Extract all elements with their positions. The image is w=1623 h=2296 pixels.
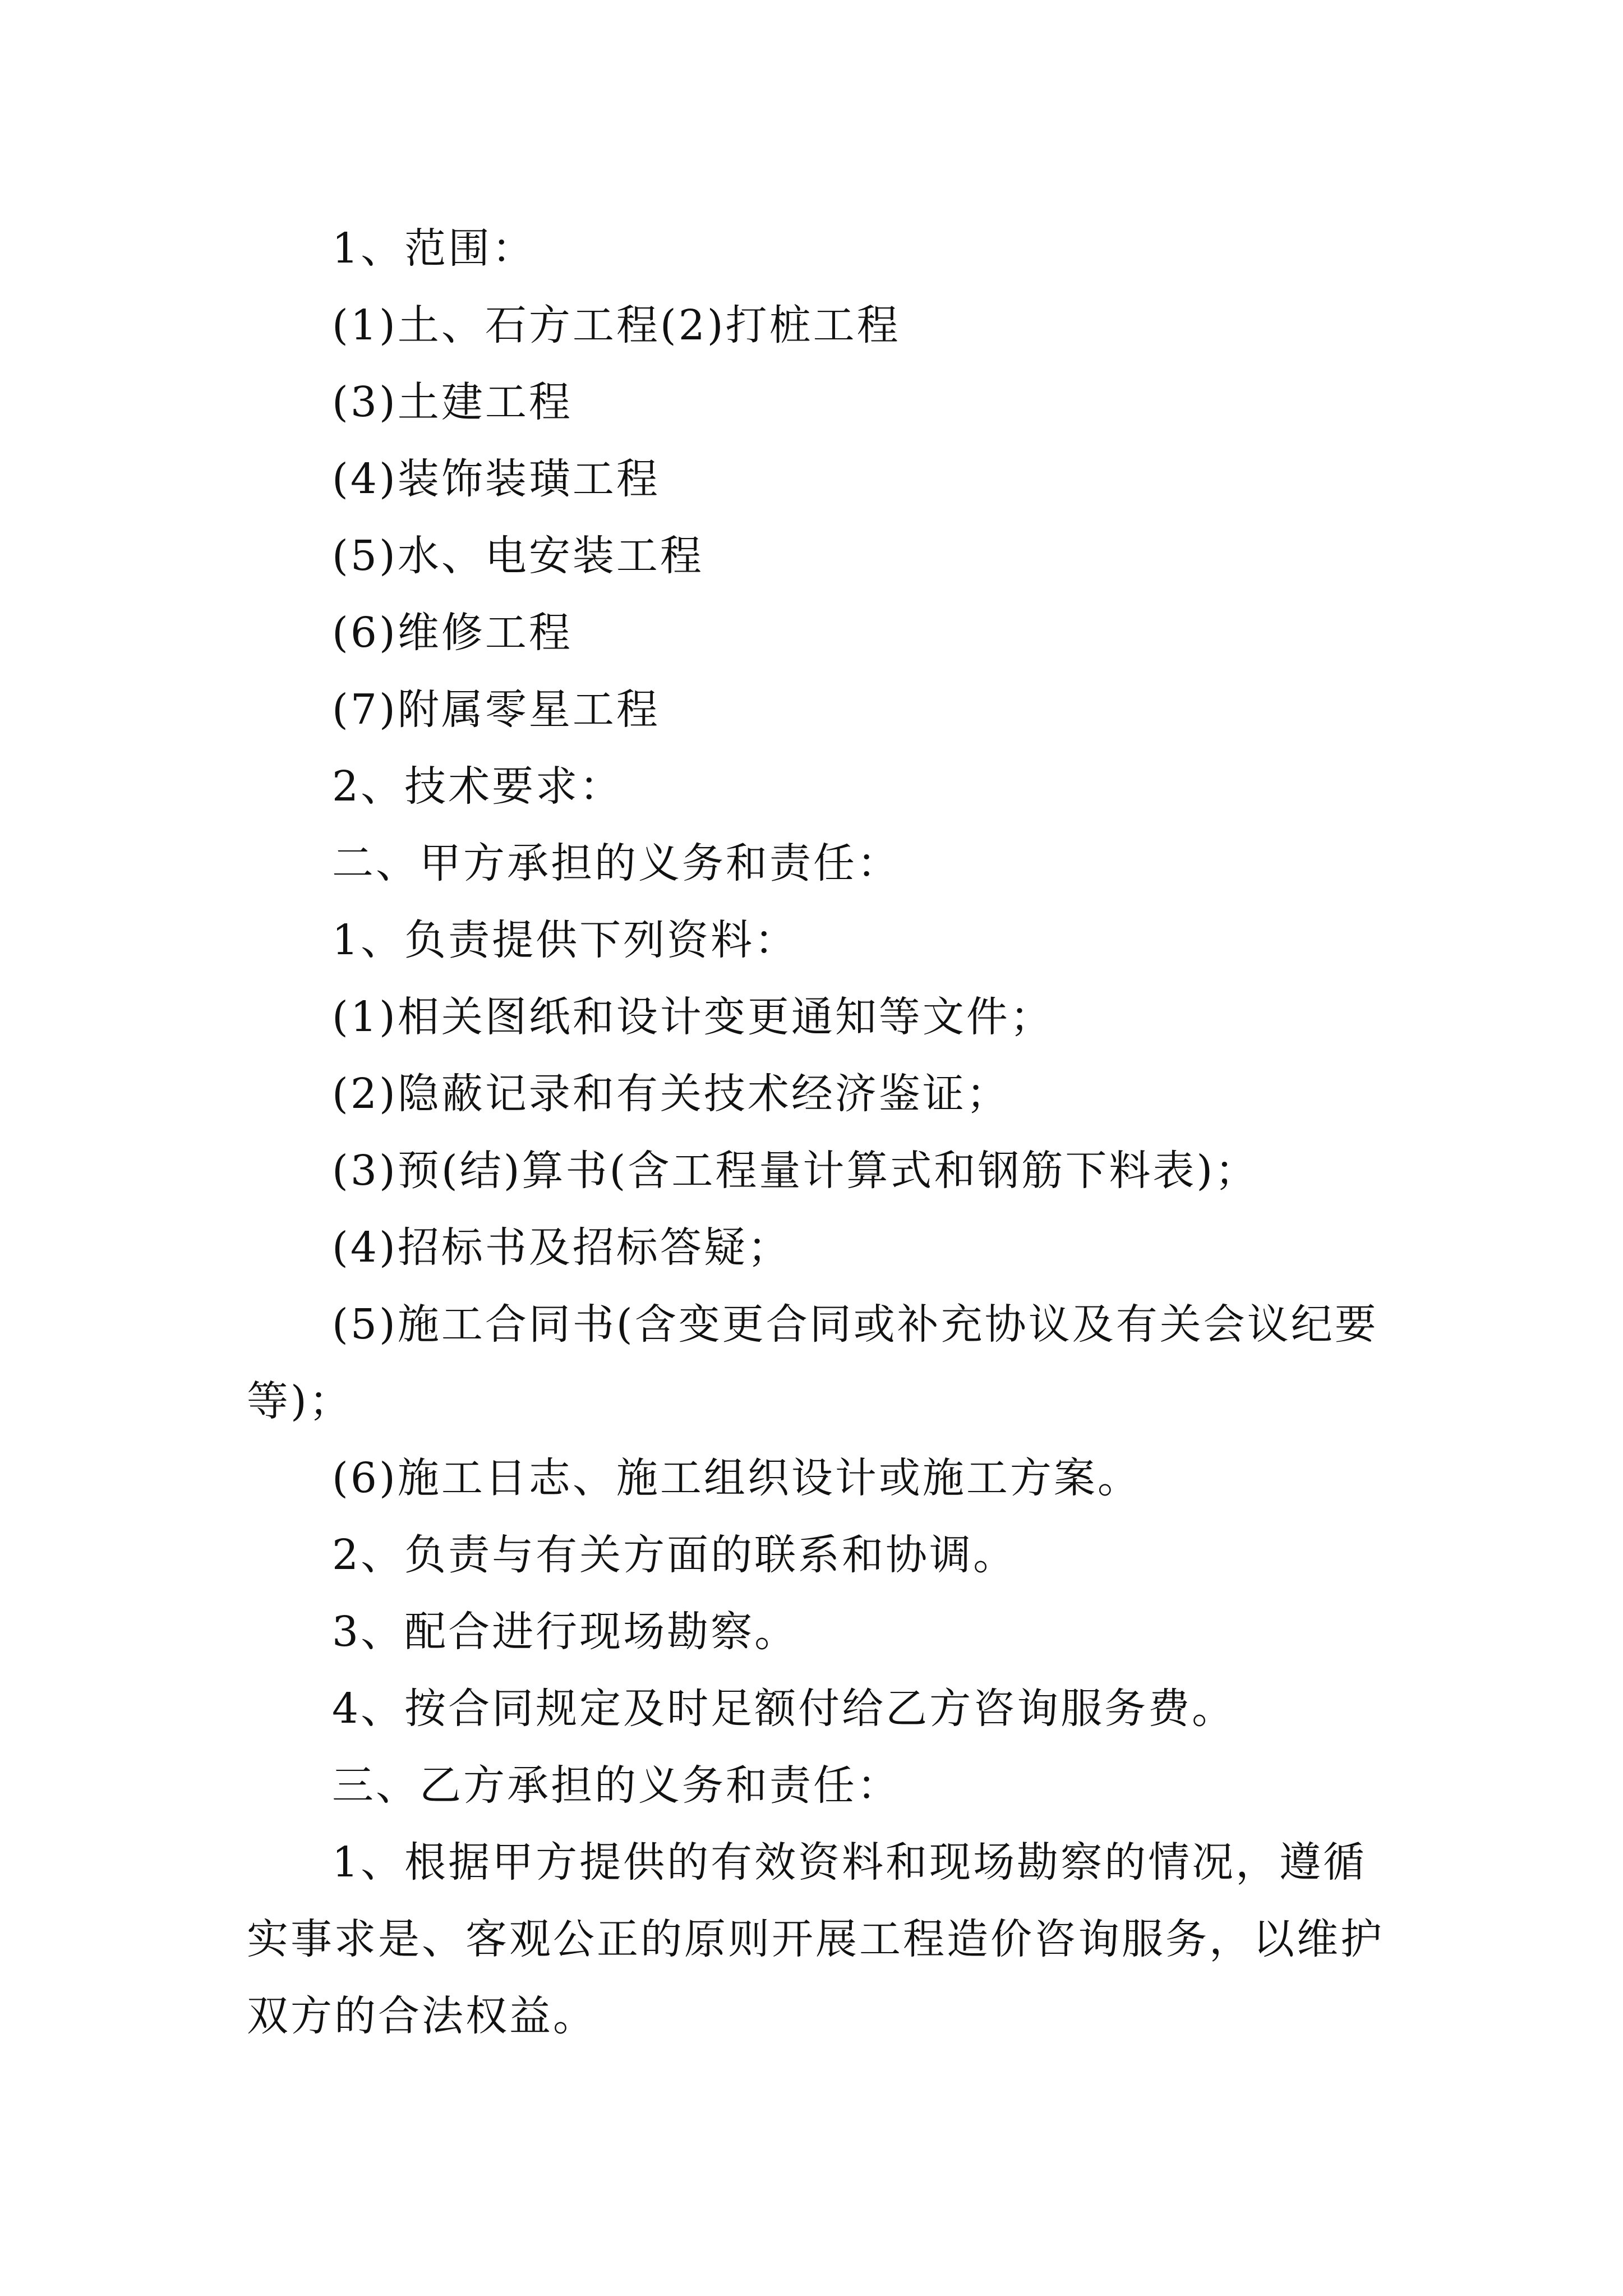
- paragraph-item: (5)水、电安装工程: [332, 532, 704, 580]
- paragraph-item: 4、按合同规定及时足额付给乙方咨询服务费。: [332, 1685, 1236, 1733]
- paragraph-item: (4)装饰装璜工程: [332, 455, 660, 503]
- paragraph-item: (5)施工合同书(含变更合同或补充协议及有关会议纪要等)；: [247, 1300, 1378, 1425]
- paragraph-item: (3)土建工程: [332, 378, 573, 426]
- paragraph-item: (2)隐蔽记录和有关技术经济鉴证；: [332, 1070, 1010, 1118]
- section-heading-party-a: 二、甲方承担的义务和责任：: [332, 839, 901, 887]
- section-heading-party-b: 三、乙方承担的义务和责任：: [332, 1761, 901, 1810]
- document-body: [247, 210, 1386, 2055]
- paragraph-item: (6)维修工程: [332, 609, 573, 657]
- paragraph-item: 3、配合进行现场勘察。: [332, 1608, 799, 1656]
- paragraph-item: (4)招标书及招标答疑；: [332, 1223, 791, 1272]
- paragraph-item: 2、负责与有关方面的联系和协调。: [332, 1531, 1017, 1579]
- paragraph-item: (1)相关图纸和设计变更通知等文件；: [332, 993, 1054, 1041]
- paragraph-item: 1、根据甲方提供的有效资料和现场勘察的情况，遵循实事求是、客观公正的原则开展工程造价咨询服务，以维护双方的合法权益。: [247, 1838, 1384, 2040]
- paragraph-scope-heading: 1、范围：: [332, 224, 536, 273]
- paragraph-tech-requirements-heading: 2、技术要求：: [332, 762, 624, 811]
- paragraph-item: (3)预(结)算书(含工程量计算式和钢筋下料表)；: [332, 1147, 1259, 1195]
- paragraph-item: (7)附属零星工程: [332, 685, 660, 734]
- paragraph-item: (6)施工日志、施工组织设计或施工方案。: [332, 1454, 1141, 1502]
- paragraph-item: (1)土、石方工程(2)打桩工程: [332, 301, 901, 349]
- paragraph-item: 1、负责提供下列资料：: [332, 916, 799, 964]
